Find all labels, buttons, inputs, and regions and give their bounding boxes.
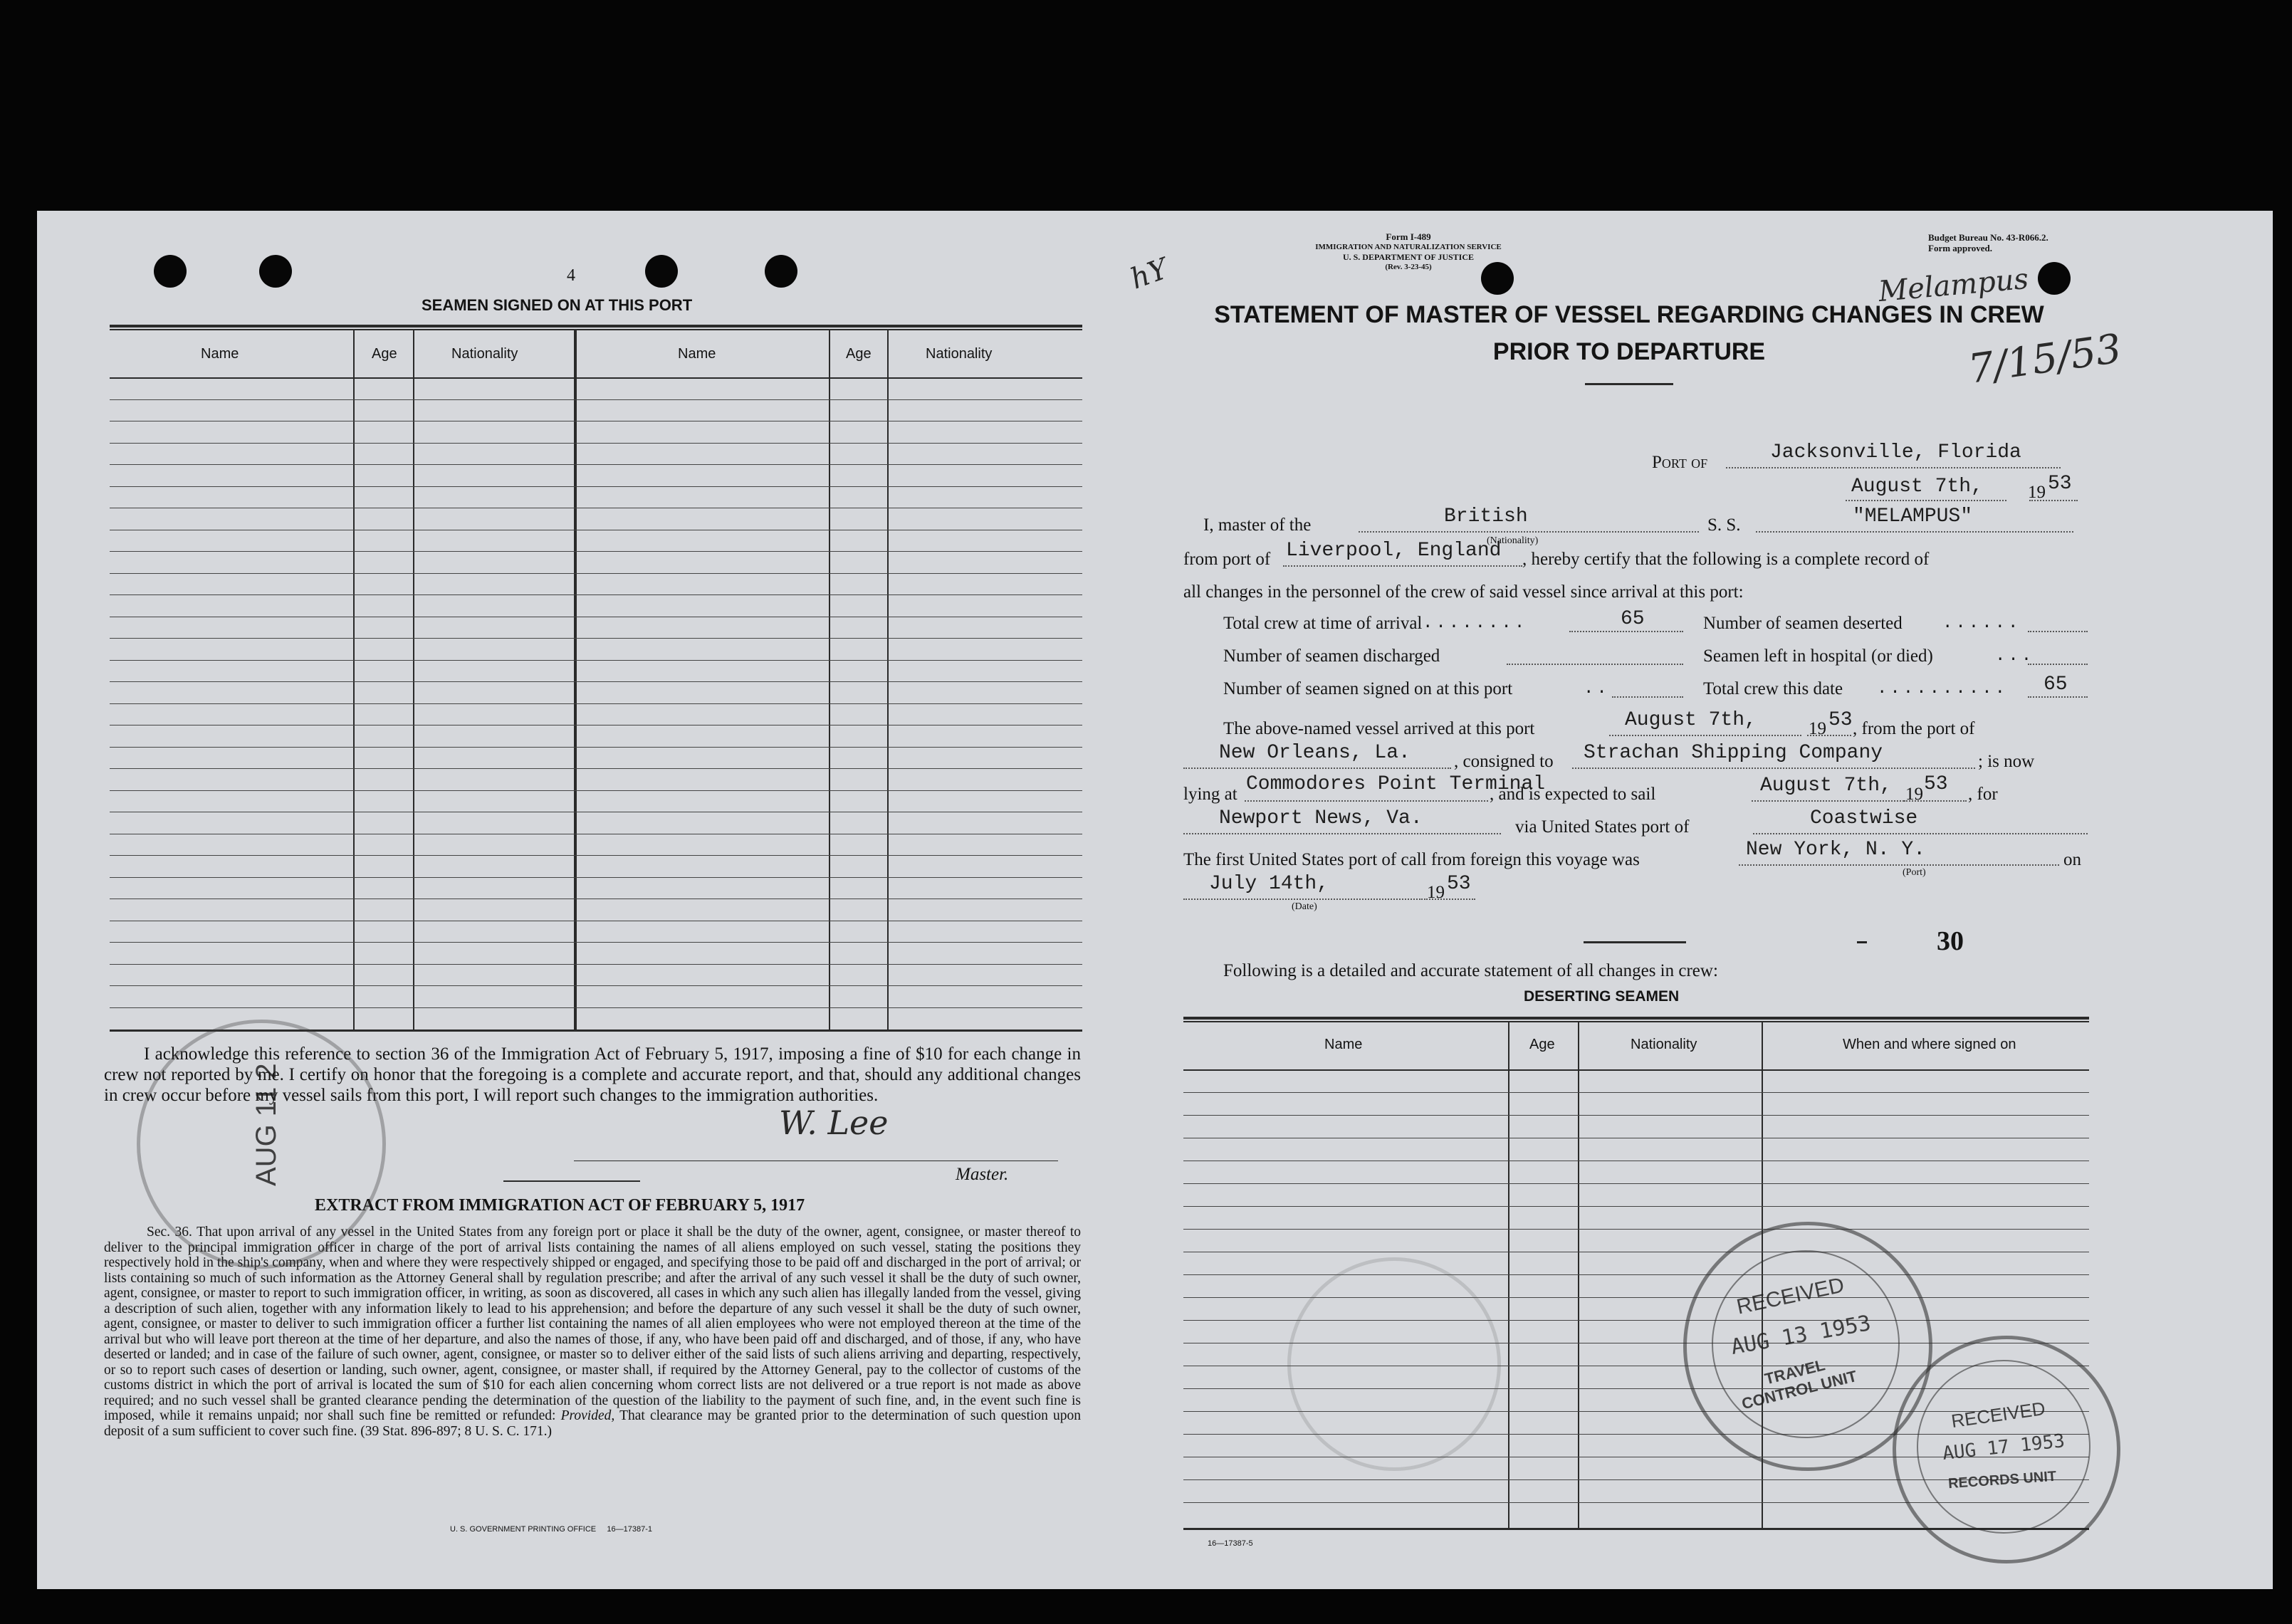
handwritten-date: 7/15/53 [1965,325,2125,393]
arrived-date: August 7th, [1625,709,1757,731]
punch-hole [154,255,187,288]
footer-code: 16—17387-5 [1208,1539,1253,1548]
column-header: Nationality [451,346,518,362]
table-row-rule [110,660,1082,661]
form-approved: Form approved. [1928,243,1993,253]
table-row-rule [1183,1092,2089,1093]
table-row-rule [110,877,1082,878]
deserting-column-header: When and where signed on [1843,1037,2016,1052]
table-row-rule [1183,1274,2089,1275]
ship-name: "MELAMPUS" [1853,505,1973,528]
arrived-label: The above-named vessel arrived at this port [1223,719,1535,738]
table-row-rule [110,747,1082,748]
port-of-label: Port of [1652,453,1708,472]
destination: Newport News, Va. [1219,807,1423,829]
table-row-rule [1183,1115,2089,1116]
punch-hole [645,255,678,288]
agency-line-2: U. S. DEPARTMENT OF JUSTICE [1342,252,1475,262]
sail-year-prefix: 19 [1905,785,1923,804]
first-port-year: 53 [1447,873,1471,895]
printer-line: U. S. GOVERNMENT PRINTING OFFICE 16—17387-1 [450,1525,653,1534]
signed-on-label: Number of seamen signed on at this port [1223,679,1513,698]
first-port-value: New York, N. Y. [1746,839,1926,861]
table-row-rule [110,486,1082,487]
report-year: 53 [2048,473,2072,495]
left-in-hospital-label: Seamen left in hospital (or died) [1703,646,1933,666]
arrived-year-prefix: 19 [1809,719,1826,738]
table-row-rule [110,790,1082,791]
table-row-rule [110,464,1082,465]
deserting-column-header: Nationality [1631,1037,1697,1052]
signed-on-title: SEAMEN SIGNED ON AT THIS PORT [422,296,693,314]
handwritten-ship-name: Melampus [1877,262,2030,309]
from-port-label: from port of [1183,550,1271,569]
budget-bureau-block [1928,232,2048,253]
first-port-year-prefix: 19 [1427,883,1445,902]
form-title-line-1: STATEMENT OF MASTER OF VESSEL REGARDING CHANGES IN CREW [1214,301,2044,328]
column-header: Name [201,346,239,362]
punch-hole [2038,262,2071,295]
table-row-rule [110,942,1082,943]
form-header [1273,232,1544,272]
seamen-deserted-label: Number of seamen deserted [1703,614,1903,633]
faint-stamp [1287,1257,1501,1471]
punch-hole [765,255,797,288]
from-the-port-label: , from the port of [1853,719,1975,738]
table-row-rule [1183,1229,2089,1230]
for-label: , for [1968,785,1998,804]
seamen-discharged-label: Number of seamen discharged [1223,646,1440,666]
received-date-1: AUG 13 1953 [1729,1311,1873,1360]
column-header: Name [678,346,716,362]
revision-date: (Rev. 3-23-45) [1385,263,1432,271]
table-row-rule [110,638,1082,639]
received-label-1: RECEIVED [1734,1273,1847,1319]
lying-at-label: lying at [1183,785,1237,804]
following-text: Following is a detailed and accurate statement of all changes in crew: [1223,961,1718,980]
table-row-rule [110,855,1082,856]
ss-label: S. S. [1707,515,1741,535]
form-title [1202,296,2056,370]
from-port-value: Liverpool, England [1286,540,1502,562]
total-crew-date-label: Total crew this date [1703,679,1843,698]
total-crew-date-value: 65 [2044,674,2068,696]
master-of-label: I, master of the [1203,515,1312,535]
budget-bureau-number: Budget Bureau No. 43-R066.2. [1928,232,2048,243]
table-row-rule [110,399,1082,400]
via-label: via United States port of [1515,817,1690,837]
certify-text: , hereby certify that the following is a complete record of [1522,550,1930,569]
punch-hole [259,255,292,288]
extract-title: EXTRACT FROM IMMIGRATION ACT OF FEBRUARY 5, 1917 [315,1196,805,1215]
form-number: Form I-489 [1386,231,1431,242]
page-stamp-number: 30 [1937,926,1964,956]
port-of-value: Jacksonville, Florida [1770,441,2021,463]
table-row-rule [1183,1206,2089,1207]
right-page: Form I-489 IMMIGRATION AND NATURALIZATION SERVICE U. S. DEPARTMENT OF JUSTICE (Rev. 3-23-45) Budget Bureau No. 43-R066.2. Form approved. hY Melampus 7/15/53 STATEMENT OF MASTER OF VESSEL REGARDING CHANGES IN CREW PRIOR TO DEPARTURE Port of Jacksonville, Florida August 7th, 19 53 I, master of the British (Nationality) S. S. "MELAMPUS" from port of Liverpool, England , hereby certify that the following is a complete record of all changes in the personnel of the crew of said vessel since arrival at this port: Total crew at time of arrival ........ 65 Number of seamen deserted ...... Number of seamen discharged Seamen left in hospital (or died) ... Number of seamen signed on at this port .. Total crew this date .......... 65 The above-named vessel arrived at this port August 7th, 19 53 , from the port of New Orleans, La. , consigned to Strachan Shipping Company ; is now lying at Commodores Point Terminal , and is expected to sail August 7th, 19 53 , for Newport News, Va. via United States port of Coastwise The first United States port of call from foreign this voyage was New York, N. Y. (Port) on July 14th, 19 53 (Date) 30 Following is a detailed and accurate statement of all changes in crew: DESERTING SEAMEN Name Age Nationality When and where signed on 16—17387-5 RECEIVED AUG 13 1953 TRAVEL CONTROL UNIT RECEIVED AUG 17 1953 RECORDS UNIT [1116,211,2273,1589]
arrived-year: 53 [1828,709,1853,731]
report-year-prefix: 19 [2028,483,2046,502]
left-page [37,211,1116,1589]
column-header: Age [846,346,872,362]
table-row-rule [110,703,1082,704]
total-crew-arrival-label: Total crew at time of arrival [1223,614,1423,633]
form-title-line-2: PRIOR TO DEPARTURE [1492,338,1766,365]
changes-text: all changes in the personnel of the crew of said vessel since arrival at this port: [1183,582,1744,602]
date-stamp-text: AUG 11 2 [251,1063,282,1186]
received-unit-1: TRAVEL CONTROL UNIT [1739,1356,1859,1413]
table-row-rule [110,985,1082,986]
nationality-caption: (Nationality) [1487,535,1539,546]
table-row-rule [110,573,1082,574]
vessel-nationality: British [1444,505,1528,528]
extract-provided: Provided, [560,1408,615,1423]
table-row-rule [110,1007,1082,1008]
date-caption: (Date) [1292,901,1317,912]
via-value: Coastwise [1810,807,1918,829]
sail-date: August 7th, [1760,775,1892,797]
received-label-2: RECEIVED [1950,1397,2047,1432]
table-row-rule [110,768,1082,769]
table-row-rule [110,551,1082,552]
master-signature: W. Lee [779,1104,889,1142]
consigned-label: , consigned to [1454,752,1554,771]
column-header: Age [372,346,397,362]
handwritten-initials: hY [1126,252,1173,296]
master-label: Master. [956,1165,1009,1184]
column-header: Nationality [926,346,993,362]
lying-at-value: Commodores Point Terminal [1246,773,1546,795]
received-date-2: AUG 17 1953 [1941,1430,2066,1465]
table-row-rule [1183,1183,2089,1184]
extract-body: That upon arrival of any vessel in the United States from any foreign port or place it shall be the duty of the owner, agent, consignee, or master thereof to deliver to the principal immigration officer in charge of the port of arrival lists containing the names of all aliens employed on such vessel, stating the positions they respectively hold in the ship's company, when and where they were respectively shipped or engaged, and specifying those to be paid off and discharged in the port of arrival; or lists containing so much of such information as the Attorney General shall by regulation prescribe; and after the arrival of any such vessel it shall be the duty of such owner, agent, consignee, or master to report to such immigration officer, in writing, as soon as discovered, all cases in which any such alien has illegally landed from the vessel, giving a description of such alien, together with any information likely to lead to his apprehension; and before the departure of any such vessel it shall be the duty of such owner, agent, consignee, or master to deliver to such immigration officer a further list containing the names of all alien employees who were not employed thereon at the time of the arrival but who will leave port thereon at the time of her departure, and also the names of those, if any, who have been paid off and discharged, and of those, if any, who have deserted or landed; and in case of the failure of such owner, agent, consignee, or master so to deliver either of the said lists of such aliens arriving and departing, respectively, or so to report such cases of desertion or landing, such owner, agent, consignee, or master shall, if required by the Attorney General, pay to the collector of customs of the customs district in which the port of arrival is located the sum of $10 for each alien concerning whom correct lists are not delivered or a true report is not made as above required; and no such vessel shall be granted clearance pending the determination of the question of the liability to the payment of such fine, and, in the event such fine is imposed, while it remains unpaid; nor shall such fine be remitted or refunded: [104,1225,1081,1423]
port-caption: (Port) [1903,867,1926,878]
table-row-rule [110,964,1082,965]
table-row-rule [110,594,1082,595]
table-row-rule [110,443,1082,444]
extract-section: Sec. 36. [147,1225,192,1240]
report-date: August 7th, [1851,476,1983,498]
is-now-label: ; is now [1978,752,2035,771]
expected-label: , and is expected to sail [1490,785,1656,804]
total-crew-arrival-value: 65 [1621,608,1645,630]
first-port-date: July 14th, [1209,873,1329,895]
deserting-column-header: Age [1529,1037,1555,1052]
previous-port: New Orleans, La. [1219,742,1411,764]
sail-year: 53 [1924,773,1948,795]
agency-line-1: IMMIGRATION AND NATURALIZATION SERVICE [1315,243,1502,251]
table-row-rule [110,681,1082,682]
extract-tail: That clearance may be granted prior to the determination of such question upon deposit of a sum sufficient to cover such fine. (39 Stat. 896-897; 8 U. S. C. 171.) [104,1408,1082,1439]
acknowledgement-text: I acknowledge this reference to section 36 of the Immigration Act of February 5, 1917, imposing a fine of $10 for each change in crew not reported by me. I certify on honor that the foregoing is a complete and accurate report, and that, should any additional changes in crew occur before my vessel sails from this port, I will report such changes to the immigration authorities. [104,1044,1081,1105]
consignee: Strachan Shipping Company [1584,742,1883,764]
on-label: on [2063,850,2081,869]
received-unit-2: RECORDS UNIT [1947,1468,2057,1492]
deserting-title: DESERTING SEAMEN [1524,988,1680,1005]
first-port-label: The first United States port of call from foreign this voyage was [1183,850,1640,869]
page-number: 4 [567,266,575,285]
deserting-column-header: Name [1324,1037,1363,1052]
